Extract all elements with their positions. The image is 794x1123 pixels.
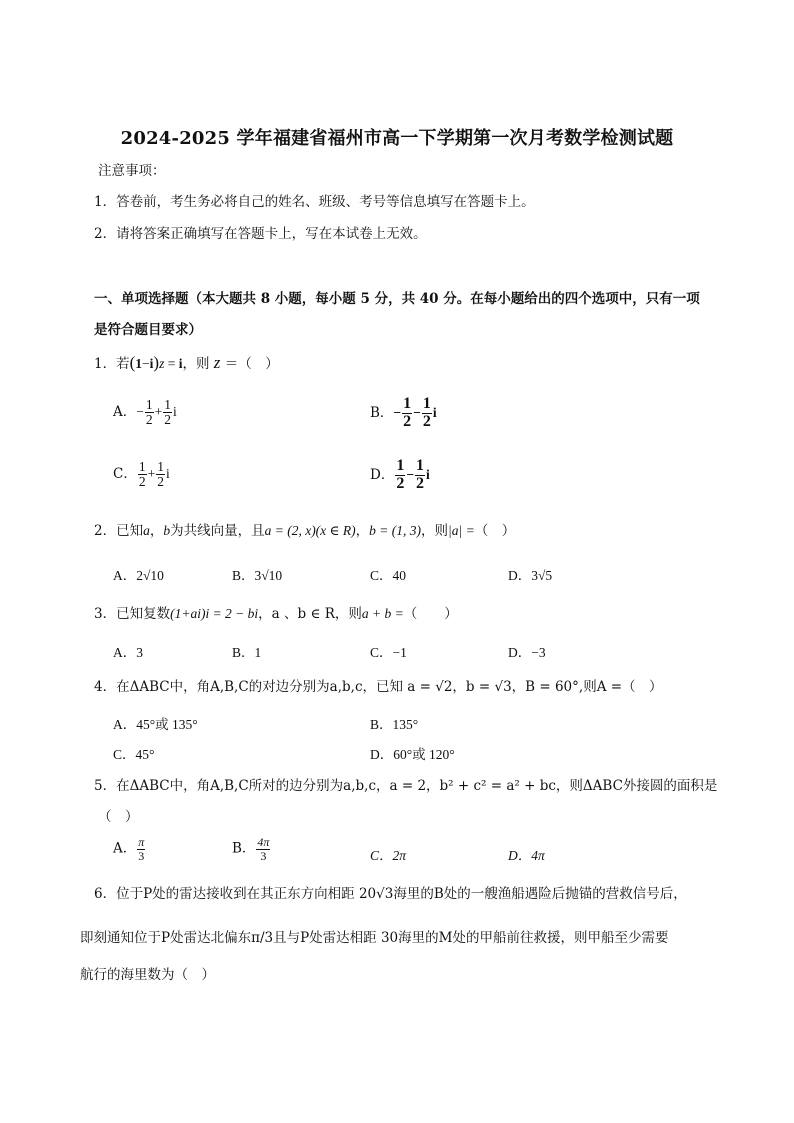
question-4-option-a[interactable]: A．45°或 135°	[113, 717, 198, 732]
question-3-option-c[interactable]: C．−1	[370, 645, 407, 660]
question-2-option-c[interactable]: C．40	[370, 568, 407, 583]
question-2-option-b[interactable]: B．3√10	[232, 568, 283, 583]
notice-heading: 注意事项：	[98, 163, 166, 179]
question-2-option-d[interactable]: D．3√5	[508, 568, 553, 583]
section-heading-line2: 是符合题目要求）	[94, 322, 202, 338]
notice-item-1: 1．答卷前，考生务必将自己的姓名、班级、考号等信息填写在答题卡上。	[94, 194, 535, 210]
question-2-stem: 2．已知a，b为共线向量，且a = (2, x)(x ∈ R)，b = (1, 3)，则|a| =（ ）	[94, 523, 516, 539]
question-3-option-b[interactable]: B．1	[232, 645, 262, 660]
question-4-stem: 4．在ΔABC中，角A,B,C的对边分别为a,b,c，已知 a = √2，b = √3，B = 60°,则A =（ ）	[94, 679, 663, 695]
question-5-option-b[interactable]: B． $\frac{4\pi}{3}$	[232, 835, 270, 863]
question-4-option-d[interactable]: D．60°或 120°	[370, 747, 455, 762]
question-1-stem: 1．若(1−i)z = i，则 z ＝（ ）	[94, 353, 279, 372]
question-4-option-b[interactable]: B．135°	[370, 717, 419, 732]
question-4-option-c[interactable]: C．45°	[113, 747, 155, 762]
notice-item-2: 2．请将答案正确填写在答题卡上，写在本试卷上无效。	[94, 226, 427, 242]
question-3-stem: 3．已知复数(1+ai)i = 2 − bi，a 、b ∈ R，则a + b =（ ）	[94, 606, 458, 622]
question-5-option-a[interactable]: A． $\frac{\pi}{3}$	[113, 835, 145, 863]
question-6-line-2: 即刻通知位于P处雷达北偏东π/3且与P处雷达相距 30海里的M处的甲船前往救援，则甲船至少需要	[80, 930, 669, 946]
question-1-number: 1．若	[94, 356, 130, 372]
question-1-option-b[interactable]: B．− $\frac{1}{2}$ − $\frac{1}{2}$ i	[370, 395, 437, 430]
question-1-option-a[interactable]: A．− $\frac{1}{2}$ + $\frac{1}{2}$ i	[113, 397, 177, 428]
question-1-option-c[interactable]: C． $\frac{1}{2}$ + $\frac{1}{2}$ i	[113, 459, 170, 490]
question-6-line-1: 6．位于P处的雷达接收到在其正东方向相距 20√3海里的B处的一艘渔船遇险后抛锚的营救信号后，	[94, 886, 687, 902]
question-3-option-d[interactable]: D．−3	[508, 645, 546, 660]
question-3-option-a[interactable]: A．3	[113, 645, 143, 660]
question-5-stem-paren: （ ）	[98, 809, 139, 825]
section-heading-line1: 一、单项选择题（本大题共 8 小题，每小题 5 分，共 40 分。在每小题给出的四个选项中，只有一项	[94, 291, 700, 307]
question-1-option-d[interactable]: D． $\frac{1}{2}$ − $\frac{1}{2}$ i	[370, 457, 430, 492]
page-title: 2024-2025 学年福建省福州市高一下学期第一次月考数学检测试题	[120, 128, 674, 149]
question-6-line-3: 航行的海里数为（ ）	[80, 967, 215, 983]
question-5-option-d[interactable]: D．4π	[508, 848, 545, 863]
question-5-stem: 5．在ΔABC中，角A,B,C所对的边分别为a,b,c，a = 2，b² + c² = a² + bc，则ΔABC外接圆的面积是	[94, 778, 718, 794]
question-2-option-a[interactable]: A．2√10	[113, 568, 164, 583]
question-5-option-c[interactable]: C．2π	[370, 848, 407, 863]
